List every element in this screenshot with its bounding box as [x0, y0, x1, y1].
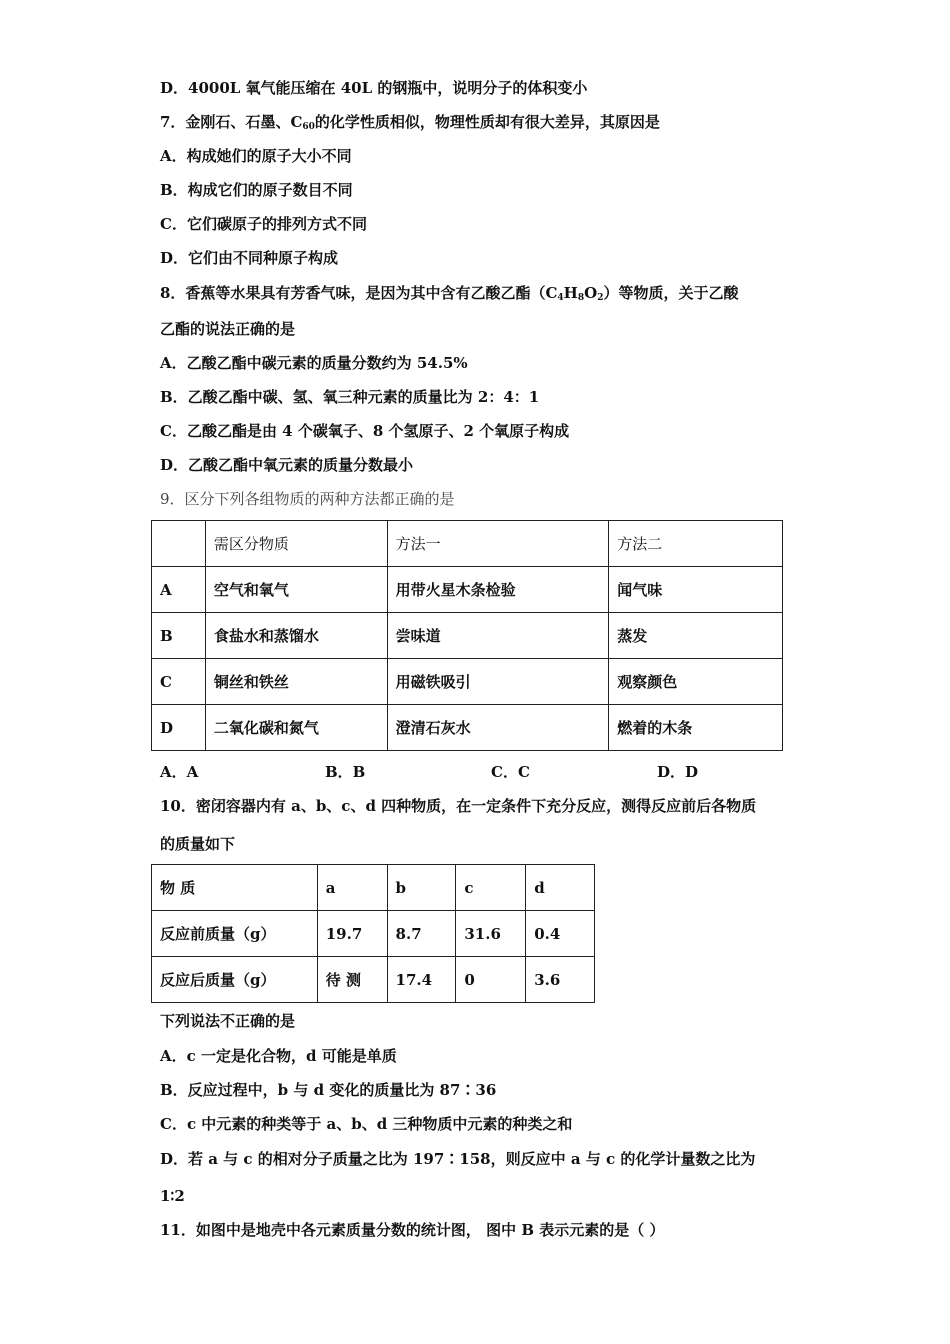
table-cell: a — [317, 865, 387, 911]
table-cell: 用磁铁吸引 — [387, 659, 609, 705]
table-cell: 尝味道 — [387, 613, 609, 659]
table-cell: 方法二 — [609, 521, 783, 567]
table-cell: 8.7 — [387, 911, 456, 957]
q10-stem: 10．密闭容器内有 a、b、c、d 四种物质，在一定条件下充分反应，测得反应前后各物质 — [160, 797, 757, 815]
table-cell: 反应前质量（g） — [152, 911, 318, 957]
table-cell: 用带火星木条检验 — [387, 567, 609, 613]
q9-choice-d: D．D — [657, 763, 699, 781]
q7-option-d: D．它们由不同种原子构成 — [160, 249, 339, 267]
table-cell: 19.7 — [317, 911, 387, 957]
q10-table — [151, 864, 595, 1003]
q10-option-c: C．c 中元素的种类等于 a、b、d 三种物质中元素的种类之和 — [160, 1115, 573, 1133]
q6-option-d: D．4000L 氧气能压缩在 40L 的钢瓶中，说明分子的体积变小 — [160, 79, 588, 97]
q10-option-b: B．反应过程中，b 与 d 变化的质量比为 87∶36 — [160, 1081, 497, 1099]
q9-choice-b: B．B — [325, 763, 366, 781]
table-cell: B — [152, 613, 206, 659]
table-cell: 31.6 — [456, 911, 526, 957]
table-cell: 0.4 — [526, 911, 595, 957]
q9-table — [151, 520, 783, 751]
q10-option-d: D．若 a 与 c 的相对分子质量之比为 197∶158，则反应中 a 与 c 的化学计量数之比为 — [160, 1150, 756, 1168]
table-cell: D — [152, 705, 206, 751]
table-cell: 澄清石灰水 — [387, 705, 609, 751]
q8-stem-line2: 乙酯的说法正确的是 — [160, 320, 296, 338]
table-cell: C — [152, 659, 206, 705]
q8-option-d: D．乙酸乙酯中氧元素的质量分数最小 — [160, 456, 414, 474]
table-header-row — [152, 865, 595, 911]
q8-option-c: C．乙酸乙酯是由 4 个碳氧子、8 个氢原子、2 个氧原子构成 — [160, 422, 570, 440]
q7-stem: 7．金刚石、石墨、$C_{60}$的化学性质相似，物理性质却有很大差异，其原因是 — [160, 113, 660, 132]
q9-choice-c: C．C — [491, 763, 530, 781]
table-cell: 0 — [456, 957, 526, 1003]
q11-stem: 11．如图中是地壳中各元素质量分数的统计图， 图中 B 表示元素的是（ ） — [160, 1221, 665, 1239]
table-cell: d — [526, 865, 595, 911]
table-row — [152, 911, 595, 957]
q7-option-c: C．它们碳原子的排列方式不同 — [160, 215, 367, 233]
table-row — [152, 705, 783, 751]
q8-option-b: B．乙酸乙酯中碳、氢、氧三种元素的质量比为 2：4：1 — [160, 388, 540, 406]
table-row — [152, 613, 783, 659]
table-cell: 17.4 — [387, 957, 456, 1003]
table-cell: 待 测 — [317, 957, 387, 1003]
q9-stem: 9．区分下列各组物质的两种方法都正确的是 — [160, 490, 455, 508]
q10-question: 下列说法不正确的是 — [160, 1012, 296, 1030]
table-cell: 食盐水和蒸馏水 — [205, 613, 387, 659]
table-cell: A — [152, 567, 206, 613]
q10-option-a: A．c 一定是化合物，d 可能是单质 — [160, 1047, 397, 1065]
table-cell: 需区分物质 — [205, 521, 387, 567]
table-cell: 空气和氧气 — [205, 567, 387, 613]
q8-stem: 8．香蕉等水果具有芳香气味，是因为其中含有乙酸乙酯$(C_4H_8O_2)$等物质，关于乙酸 — [160, 284, 739, 303]
table-row — [152, 567, 783, 613]
table-cell: 蒸发 — [609, 613, 783, 659]
table-cell: 3.6 — [526, 957, 595, 1003]
table-cell: 方法一 — [387, 521, 609, 567]
q7-option-a: A．构成她们的原子大小不同 — [160, 147, 352, 165]
table-cell: 铜丝和铁丝 — [205, 659, 387, 705]
q10-stem-line2: 的质量如下 — [160, 835, 236, 853]
table-cell: 二氧化碳和氮气 — [205, 705, 387, 751]
table-cell: b — [387, 865, 456, 911]
table-cell — [152, 521, 206, 567]
table-cell: 物 质 — [152, 865, 318, 911]
table-cell: 燃着的木条 — [609, 705, 783, 751]
table-cell: 闻气味 — [609, 567, 783, 613]
table-row — [152, 659, 783, 705]
q10-option-d-line2: 1∶2 — [160, 1187, 185, 1205]
table-row — [152, 957, 595, 1003]
table-cell: c — [456, 865, 526, 911]
q8-option-a: A．乙酸乙酯中碳元素的质量分数约为 54.5% — [160, 354, 468, 372]
q7-option-b: B．构成它们的原子数目不同 — [160, 181, 353, 199]
table-header-row — [152, 521, 783, 567]
q9-choice-a: A．A — [160, 763, 199, 781]
table-cell: 反应后质量（g） — [152, 957, 318, 1003]
table-cell: 观察颜色 — [609, 659, 783, 705]
